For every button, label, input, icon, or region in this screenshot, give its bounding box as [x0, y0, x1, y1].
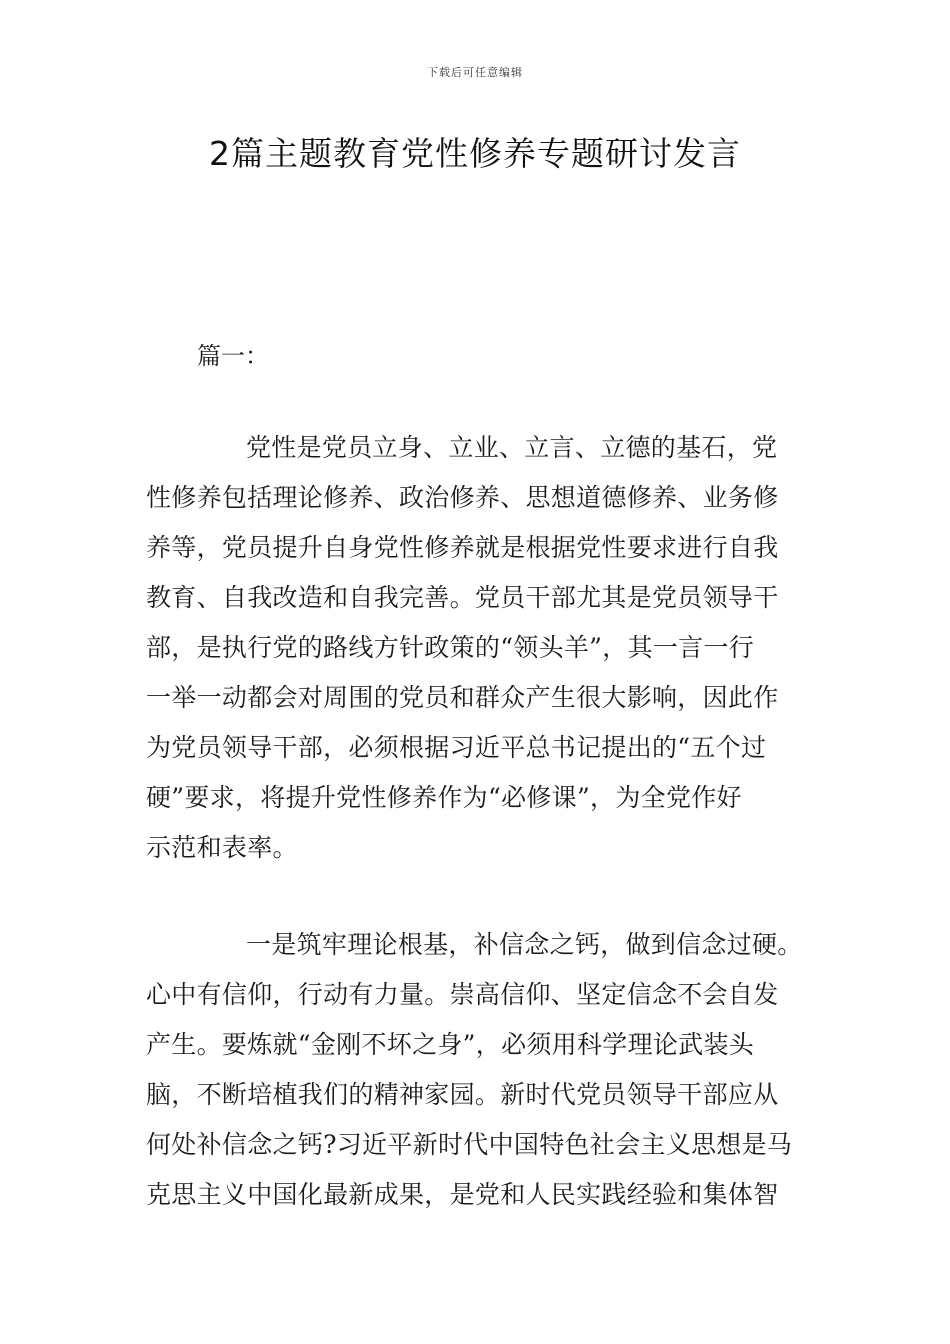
section-heading: 篇一： [197, 342, 269, 370]
paragraph-line: 示范和表率。 [146, 833, 298, 862]
paragraph-line: 心中有信仰，行动有力量。崇高信仰、坚定信念不会自发 [146, 980, 779, 1009]
paragraph-line: 一是筑牢理论根基，补信念之钙，做到信念过硬。 [246, 930, 803, 959]
header-note: 下载后可任意编辑 [427, 66, 523, 79]
paragraph-2 [146, 920, 806, 1220]
paragraph-line: 党性是党员立身、立业、立言、立德的基石，党 [246, 433, 778, 462]
paragraph-line: 养等，党员提升自身党性修养就是根据党性要求进行自我 [146, 533, 779, 562]
paragraph-line: 教育、自我改造和自我完善。党员干部尤其是党员领导干 [146, 583, 779, 612]
paragraph-line: 部，是执行党的路线方针政策的“领头羊”，其一言一行 [146, 633, 755, 662]
paragraph-line: 硬”要求，将提升党性修养作为“必修课”，为全党作好 [146, 783, 742, 812]
paragraph-line: 何处补信念之钙?习近平新时代中国特色社会主义思想是马 [146, 1130, 793, 1159]
paragraph-line: 一举一动都会对周围的党员和群众产生很大影响，因此作 [146, 683, 779, 712]
paragraph-line: 为党员领导干部，必须根据习近平总书记提出的“五个过 [146, 733, 767, 762]
paragraph-line: 脑，不断培植我们的精神家园。新时代党员领导干部应从 [146, 1080, 779, 1109]
document-title: 2篇主题教育党性修养专题研讨发言 [209, 134, 741, 173]
paragraph-1 [146, 423, 806, 873]
paragraph-line: 克思主义中国化最新成果，是党和人民实践经验和集体智 [146, 1180, 779, 1209]
paragraph-line: 产生。要炼就“金刚不坏之身”，必须用科学理论武装头 [146, 1030, 755, 1059]
paragraph-line: 性修养包括理论修养、政治修养、思想道德修养、业务修 [146, 483, 779, 512]
